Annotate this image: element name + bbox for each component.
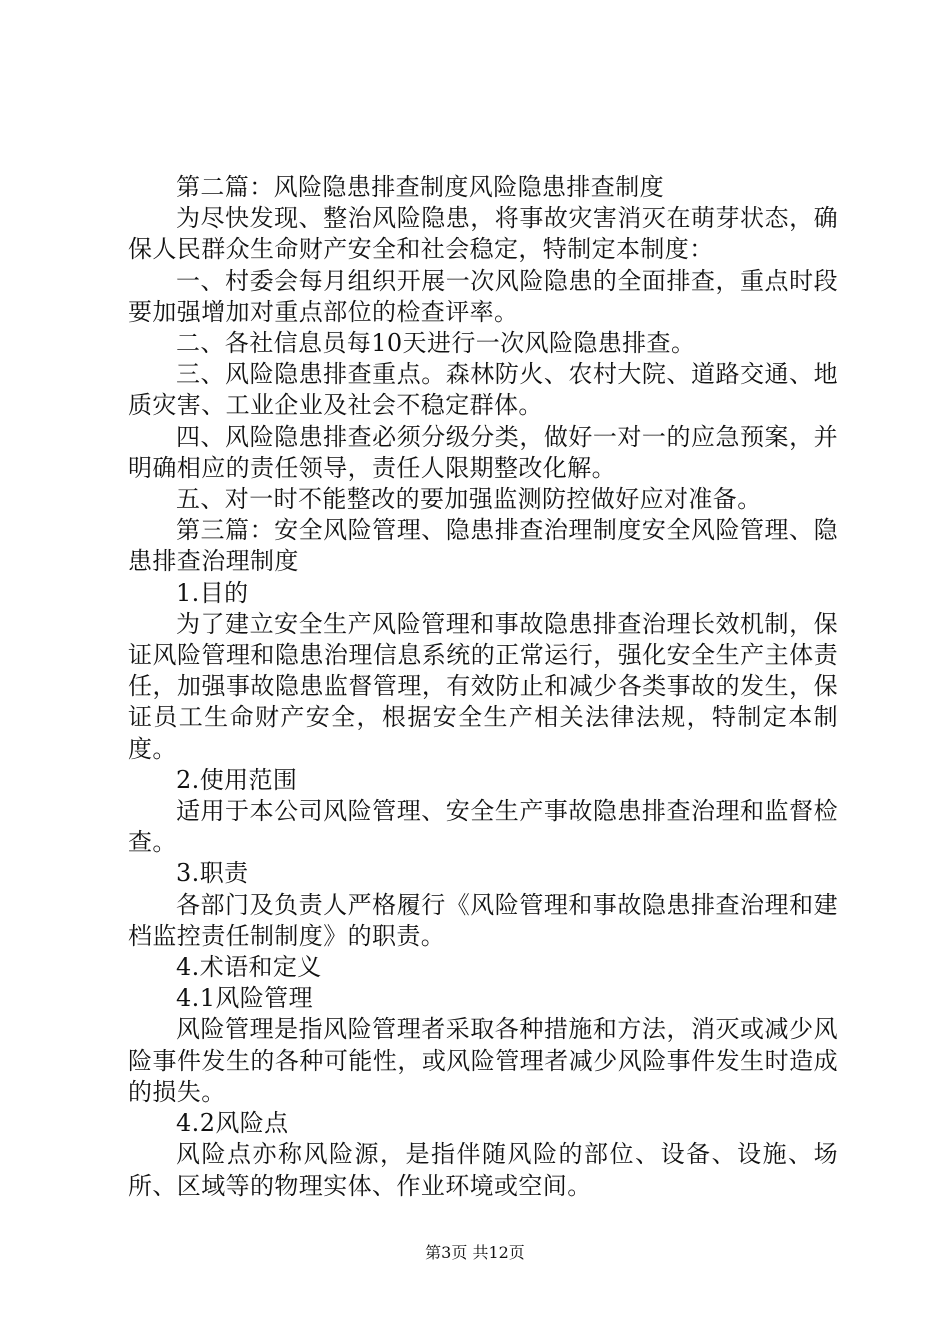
heading-purpose: 1.目的 (176, 578, 249, 607)
document-body (128, 172, 838, 1202)
paragraph: 风险管理是指风险管理者采取各种措施和方法，消灭或减少风险事件发生的各种可能性，或风险管理者减少风险事件发生时造成的损失。 (128, 1015, 838, 1106)
paragraph: 适用于本公司风险管理、安全生产事故隐患排查治理和监督检查。 (128, 797, 838, 857)
page-footer (0, 1243, 950, 1263)
paragraph: 各部门及负责人严格履行《风险管理和事故隐患排查治理和建档监控责任制制度》的职责。 (128, 890, 838, 950)
paragraph: 风险点亦称风险源，是指伴随风险的部位、设备、设施、场所、区域等的物理实体、作业环境或空间。 (128, 1140, 838, 1200)
paragraph: 为了建立安全生产风险管理和事故隐患排查治理长效机制，保证风险管理和隐患治理信息系统的正常运行，强化安全生产主体责任，加强事故隐患监督管理，有效防止和减少各类事故的发生，保证员工生命财产安全，根据安全生产相关法律法规，特制定本制度。 (128, 609, 838, 763)
paragraph: 一、村委会每月组织开展一次风险隐患的全面排查，重点时段要加强增加对重点部位的检查评率。 (128, 266, 838, 326)
section-title-3: 第三篇：安全风险管理、隐患排查治理制度安全风险管理、隐患排查治理制度 (128, 516, 838, 576)
paragraph: 四、风险隐患排查必须分级分类，做好一对一的应急预案，并明确相应的责任领导，责任人限期整改化解。 (128, 422, 838, 482)
heading-risk-point: 4.2风险点 (176, 1109, 289, 1138)
heading-responsibility: 3.职责 (176, 859, 249, 888)
paragraph: 为尽快发现、整治风险隐患，将事故灾害消灭在萌芽状态，确保人民群众生命财产安全和社会稳定，特制定本制度： (128, 204, 838, 264)
page-number: 第3页 共12页 (425, 1243, 525, 1262)
section-title-2: 第二篇：风险隐患排查制度风险隐患排查制度 (176, 173, 664, 201)
heading-risk-management: 4.1风险管理 (176, 984, 313, 1013)
paragraph: 二、各社信息员每10天进行一次风险隐患排查。 (176, 329, 696, 358)
heading-scope: 2.使用范围 (176, 765, 298, 794)
paragraph: 五、对一时不能整改的要加强监测防控做好应对准备。 (176, 485, 762, 514)
paragraph: 三、风险隐患排查重点。森林防火、农村大院、道路交通、地质灾害、工业企业及社会不稳定群体。 (128, 360, 838, 420)
heading-terms: 4.术语和定义 (176, 953, 322, 982)
